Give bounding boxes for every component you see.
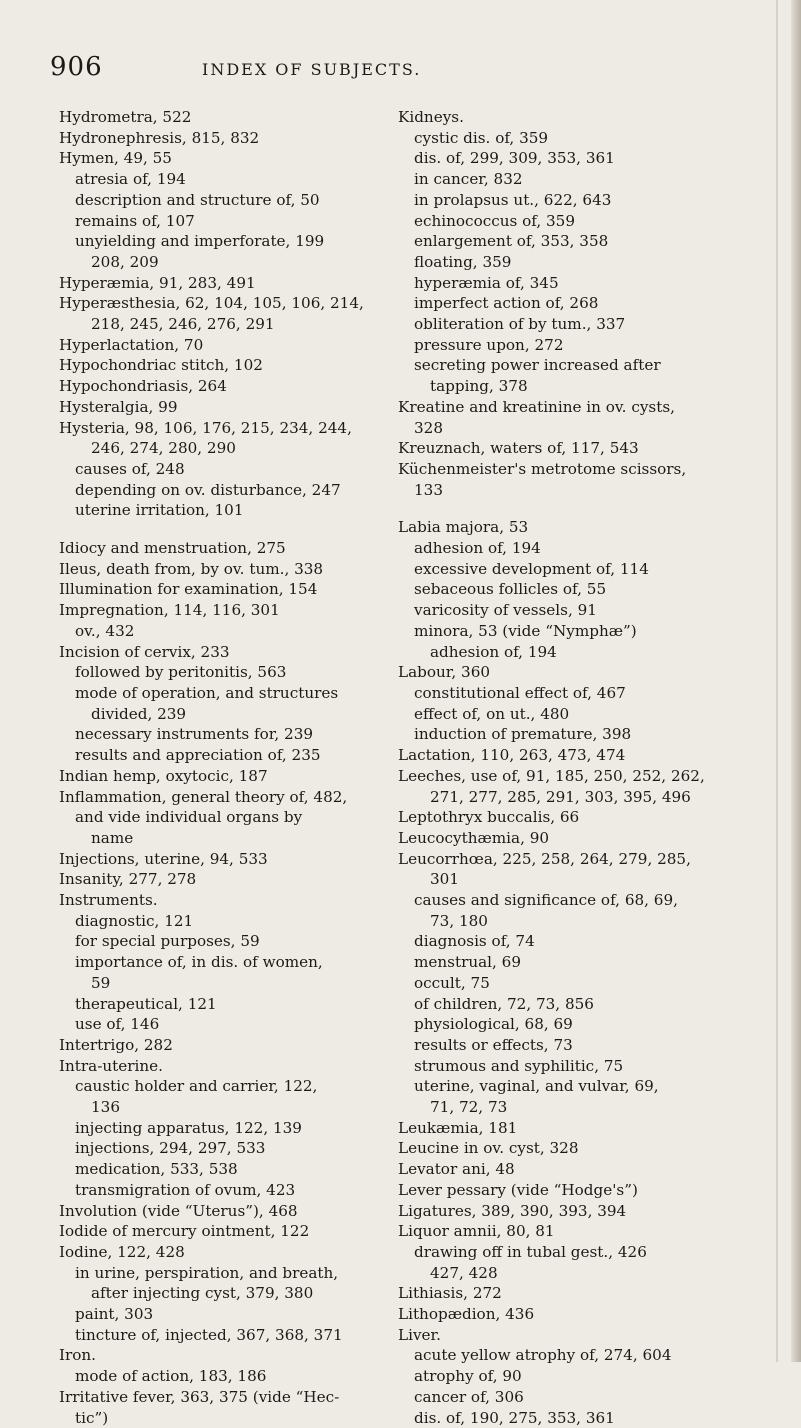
index-subentry: uterine, vaginal, and vulvar, 69, (414, 1077, 659, 1096)
index-subentry: 59 (91, 973, 111, 992)
index-subentry: caustic holder and carrier, 122, (75, 1077, 318, 1096)
index-entry: Lithopædion, 436 (398, 1305, 535, 1324)
index-subentry: results or effects, 73 (414, 1035, 573, 1054)
index-entry: Hydronephresis, 815, 832 (59, 128, 260, 147)
index-subentry: constitutional effect of, 467 (414, 683, 626, 702)
index-subentry: uterine irritation, 101 (75, 501, 244, 520)
index-entry: Lithiasis, 272 (398, 1284, 502, 1303)
index-subentry: effect of, on ut., 480 (414, 704, 570, 723)
index-entry: Leeches, use of, 91, 185, 250, 252, 262, (398, 766, 705, 785)
index-subentry: mode of action, 183, 186 (75, 1367, 267, 1386)
index-subentry: adhesion of, 194 (430, 642, 557, 661)
index-subentry: obliteration of by tum., 337 (414, 315, 626, 334)
index-entry: Impregnation, 114, 116, 301 (59, 601, 280, 620)
index-entry: Leukæmia, 181 (398, 1118, 518, 1137)
index-column-left (59, 107, 389, 1428)
index-subentry: diagnosis of, 74 (414, 932, 535, 951)
index-entry: Lever pessary (vide “Hodge's”) (398, 1180, 638, 1199)
index-subentry: 133 (414, 480, 443, 499)
index-subentry: floating, 359 (414, 252, 512, 271)
index-entry: Hyperæsthesia, 62, 104, 105, 106, 214, (59, 294, 364, 313)
index-entry: Liver. (398, 1325, 441, 1344)
index-subentry: for special purposes, 59 (75, 932, 260, 951)
index-subentry: 71, 72, 73 (430, 1098, 508, 1117)
index-subentry: followed by peritonitis, 563 (75, 663, 287, 682)
index-entry: Irritative fever, 363, 375 (vide “Hec- (59, 1387, 340, 1406)
index-subentry: 218, 245, 246, 276, 291 (91, 315, 275, 334)
index-entry: Idiocy and menstruation, 275 (59, 539, 286, 558)
index-subentry: 301 (430, 870, 459, 889)
index-subentry: description and structure of, 50 (75, 190, 320, 209)
index-subentry: occult, 75 (414, 973, 490, 992)
index-subentry: in cancer, 832 (414, 170, 523, 189)
index-entry: Involution (vide “Uterus”), 468 (59, 1201, 298, 1220)
index-entry: Kreatine and kreatinine in ov. cysts, (398, 397, 675, 416)
index-entry: Inflammation, general theory of, 482, (59, 787, 348, 806)
index-subentry: 246, 274, 280, 290 (91, 439, 236, 458)
index-entry: Instruments. (59, 891, 158, 910)
index-subentry: after injecting cyst, 379, 380 (91, 1284, 314, 1303)
index-entry: Küchenmeister's metrotome scissors, (398, 459, 687, 478)
index-subentry: injections, 294, 297, 533 (75, 1139, 266, 1158)
index-subentry: acute yellow atrophy of, 274, 604 (414, 1346, 672, 1365)
index-subentry: name (91, 828, 134, 847)
index-subentry: cystic dis. of, 359 (414, 128, 549, 147)
index-entry: Labour, 360 (398, 663, 491, 682)
index-subentry: 208, 209 (91, 252, 159, 271)
index-subentry: therapeutical, 121 (75, 994, 217, 1013)
index-subentry: tic”) (75, 1408, 109, 1427)
index-entry: Ileus, death from, by ov. tum., 338 (59, 559, 324, 578)
running-header (50, 52, 770, 92)
index-subentry: drawing off in tubal gest., 426 (414, 1242, 647, 1261)
page-fold-line (776, 0, 778, 1362)
index-entry: Hydrometra, 522 (59, 108, 192, 126)
index-subentry: causes of, 248 (75, 459, 185, 478)
index-entry: Intra-uterine. (59, 1056, 163, 1075)
index-subentry: of children, 72, 73, 856 (414, 994, 594, 1013)
index-entry: Hypochondriac stitch, 102 (59, 356, 263, 375)
index-subentry: tapping, 378 (430, 377, 528, 396)
index-entry: Hymen, 49, 55 (59, 149, 172, 168)
index-subentry: ov., 432 (75, 621, 135, 640)
index-subentry: unyielding and imperforate, 199 (75, 232, 325, 251)
index-subentry: adhesion of, 194 (414, 539, 541, 558)
index-entry: Iron. (59, 1346, 97, 1365)
index-subentry: tincture of, injected, 367, 368, 371 (75, 1325, 343, 1344)
section-gap (59, 521, 389, 538)
index-subentry: transmigration of ovum, 423 (75, 1180, 296, 1199)
index-entry: Hysteralgia, 99 (59, 397, 178, 416)
index-subentry: 271, 277, 285, 291, 303, 395, 496 (430, 787, 691, 806)
index-entry: Leucocythæmia, 90 (398, 828, 550, 847)
index-subentry: causes and significance of, 68, 69, (414, 891, 678, 910)
index-subentry: depending on ov. disturbance, 247 (75, 480, 341, 499)
index-entry: Levator ani, 48 (398, 1160, 515, 1179)
page-number: 906 (50, 52, 103, 82)
index-subentry: minora, 53 (vide “Nymphæ”) (414, 621, 637, 640)
index-subentry: in urine, perspiration, and breath, (75, 1263, 339, 1282)
index-subentry: diagnostic, 121 (75, 911, 194, 930)
index-entry: Leucorrhœa, 225, 258, 264, 279, 285, (398, 849, 691, 868)
index-subentry: medication, 533, 538 (75, 1160, 238, 1179)
index-entry: Injections, uterine, 94, 533 (59, 849, 268, 868)
index-entry: Ligatures, 389, 390, 393, 394 (398, 1201, 627, 1220)
index-subentry: secreting power increased after (414, 356, 661, 375)
index-subentry: importance of, in dis. of women, (75, 953, 323, 972)
index-subentry: sebaceous follicles of, 55 (414, 580, 607, 599)
index-subentry: use of, 146 (75, 1015, 160, 1034)
index-entry: Iodine, 122, 428 (59, 1242, 185, 1261)
index-subentry: cancer of, 306 (414, 1387, 524, 1406)
index-entry: Incision of cervix, 233 (59, 642, 230, 661)
index-entry: Hysteria, 98, 106, 176, 215, 234, 244, (59, 418, 352, 437)
index-entry: Indian hemp, oxytocic, 187 (59, 766, 268, 785)
index-subentry: physiological, 68, 69 (414, 1015, 573, 1034)
index-subentry: dis. of, 299, 309, 353, 361 (414, 149, 615, 168)
index-subentry: 73, 180 (430, 911, 488, 930)
index-subentry: dis. of, 190, 275, 353, 361 (414, 1408, 615, 1427)
index-subentry: mode of operation, and structures (75, 683, 339, 702)
index-subentry: results and appreciation of, 235 (75, 746, 321, 765)
index-subentry: enlargement of, 353, 358 (414, 232, 609, 251)
index-column-right (398, 107, 756, 1428)
index-entry: Intertrigo, 282 (59, 1035, 173, 1054)
page-edge (791, 0, 801, 1362)
index-entry: Hyperlactation, 70 (59, 335, 204, 354)
index-subentry: necessary instruments for, 239 (75, 725, 314, 744)
index-entry: Hypochondriasis, 264 (59, 377, 227, 396)
index-subentry: echinococcus of, 359 (414, 211, 575, 230)
index-entry: Iodide of mercury ointment, 122 (59, 1222, 310, 1241)
index-subentry: imperfect action of, 268 (414, 294, 599, 313)
index-subentry: 328 (414, 418, 443, 437)
index-entry: Leucine in ov. cyst, 328 (398, 1139, 579, 1158)
index-subentry: hyperæmia of, 345 (414, 273, 559, 292)
index-subentry: in prolapsus ut., 622, 643 (414, 190, 612, 209)
index-entry: Leptothryx buccalis, 66 (398, 808, 580, 827)
index-entry: Kreuznach, waters of, 117, 543 (398, 439, 639, 458)
running-title: INDEX OF SUBJECTS. (202, 60, 422, 79)
index-subentry: paint, 303 (75, 1305, 154, 1324)
index-subentry: and vide individual organs by (75, 808, 303, 827)
index-subentry: atresia of, 194 (75, 170, 186, 189)
index-entry: Illumination for examination, 154 (59, 580, 318, 599)
index-entry: Kidneys. (398, 108, 464, 126)
index-subentry: divided, 239 (91, 704, 187, 723)
index-entry: Labia majora, 53 (398, 518, 529, 537)
index-subentry: induction of premature, 398 (414, 725, 632, 744)
index-subentry: remains of, 107 (75, 211, 195, 230)
section-gap (398, 500, 756, 517)
index-subentry: varicosity of vessels, 91 (414, 601, 597, 620)
index-subentry: 136 (91, 1098, 120, 1117)
index-entry: Insanity, 277, 278 (59, 870, 197, 889)
index-subentry: injecting apparatus, 122, 139 (75, 1118, 302, 1137)
index-subentry: atrophy of, 90 (414, 1367, 522, 1386)
index-subentry: excessive development of, 114 (414, 559, 649, 578)
index-entry: Hyperæmia, 91, 283, 491 (59, 273, 256, 292)
index-subentry: strumous and syphilitic, 75 (414, 1056, 624, 1075)
index-subentry: menstrual, 69 (414, 953, 522, 972)
index-entry: Lactation, 110, 263, 473, 474 (398, 746, 626, 765)
index-entry: Liquor amnii, 80, 81 (398, 1222, 555, 1241)
index-subentry: 427, 428 (430, 1263, 498, 1282)
index-subentry: pressure upon, 272 (414, 335, 564, 354)
